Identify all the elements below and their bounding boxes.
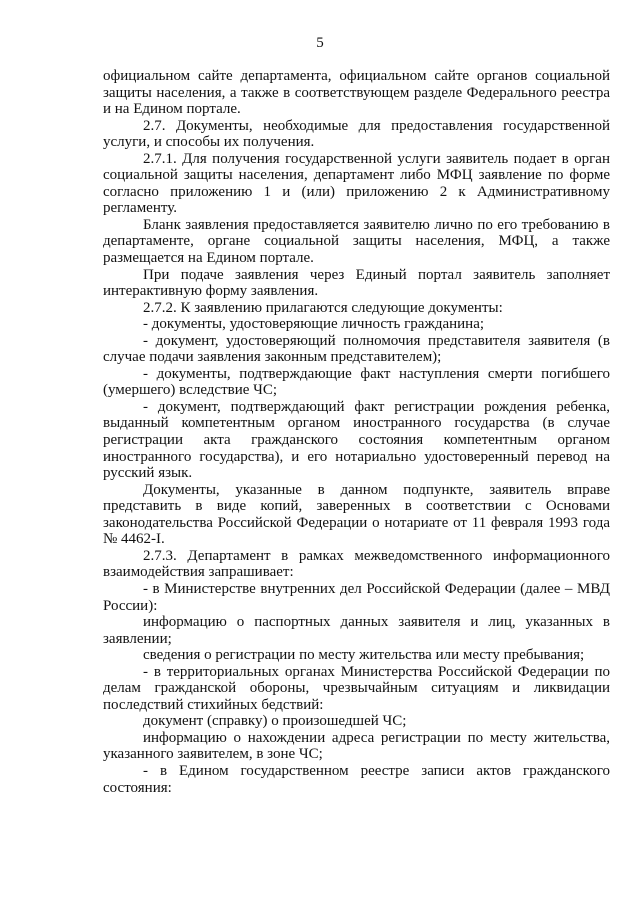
paragraph-copies-note: Документы, указанные в данном подпункте, заявитель вправе представить в виде копий, заверенных в соответствии с Основами законодательства Российской Федерации о нотариате от 11 февраля 1993 года № 4462-I. (103, 481, 610, 548)
list-item-identity-documents: - документы, удостоверяющие личность гражданина; (143, 316, 485, 333)
list-item-registration-info: сведения о регистрации по месту жительства или месту пребывания; (143, 647, 585, 664)
paragraph-section-2-7-2: 2.7.2. К заявлению прилагаются следующие документы: (143, 299, 503, 316)
list-item-birth-registration: - документ, подтверждающий факт регистрации рождения ребенка, выданный компетентным органом иностранного государства (в случае регистрации акта гражданского состояния компетентным органом иностранного государства), и его нотариально удостоверенный перевод на русский язык. (103, 398, 610, 482)
list-item-death-confirmation: - документы, подтверждающие факт наступления смерти погибшего (умершего) вследствие ЧС; (103, 365, 610, 399)
list-item-civil-registry: - в Едином государственном реестре записи актов гражданского состояния: (103, 762, 610, 796)
list-item-mvd: - в Министерстве внутренних дел Российской Федерации (далее – МВД России): (103, 580, 610, 614)
paragraph-section-2-7: 2.7. Документы, необходимые для предоставления государственной услуги, и способы их получения. (103, 117, 610, 151)
paragraph-application-form: Бланк заявления предоставляется заявителю лично по его требованию в департаменте, органе социальной защиты населения, МФЦ, а также размещается на Едином портале. (103, 216, 610, 267)
paragraph-section-2-7-3: 2.7.3. Департамент в рамках межведомственного информационного взаимодействия запрашивает: (103, 547, 610, 581)
paragraph-portal-submission: При подаче заявления через Единый портал заявитель заполняет интерактивную форму заявления. (103, 266, 610, 300)
page-number: 5 (316, 35, 324, 51)
list-item-passport-info: информацию о паспортных данных заявителя и лиц, указанных в заявлении; (103, 614, 610, 647)
list-item-emergency-certificate: документ (справку) о произошедшей ЧС; (143, 713, 407, 730)
list-item-address-in-zone: информацию о нахождении адреса регистрации по месту жительства, указанного заявителем, в зоне ЧС; (103, 729, 610, 763)
list-item-emergency-ministry: - в территориальных органах Министерства Российской Федерации по делам гражданской обороны, чрезвычайным ситуациям и ликвидации последствий стихийных бедствий: (103, 663, 610, 713)
paragraph-section-2-7-1: 2.7.1. Для получения государственной услуги заявитель подает в орган социальной защиты населения, департамент либо МФЦ заявление по форме согласно приложению 1 и (или) приложению 2 к Административному регламенту. (103, 150, 610, 217)
list-item-representative-authority: - документ, удостоверяющий полномочия представителя заявителя (в случае подачи заявления законным представителем); (103, 332, 610, 366)
document-body (103, 68, 610, 796)
paragraph-continuation: официальном сайте департамента, официальном сайте органов социальной защиты населения, а также в соответствующем разделе Федерального реестра и на Едином портале. (103, 68, 610, 118)
